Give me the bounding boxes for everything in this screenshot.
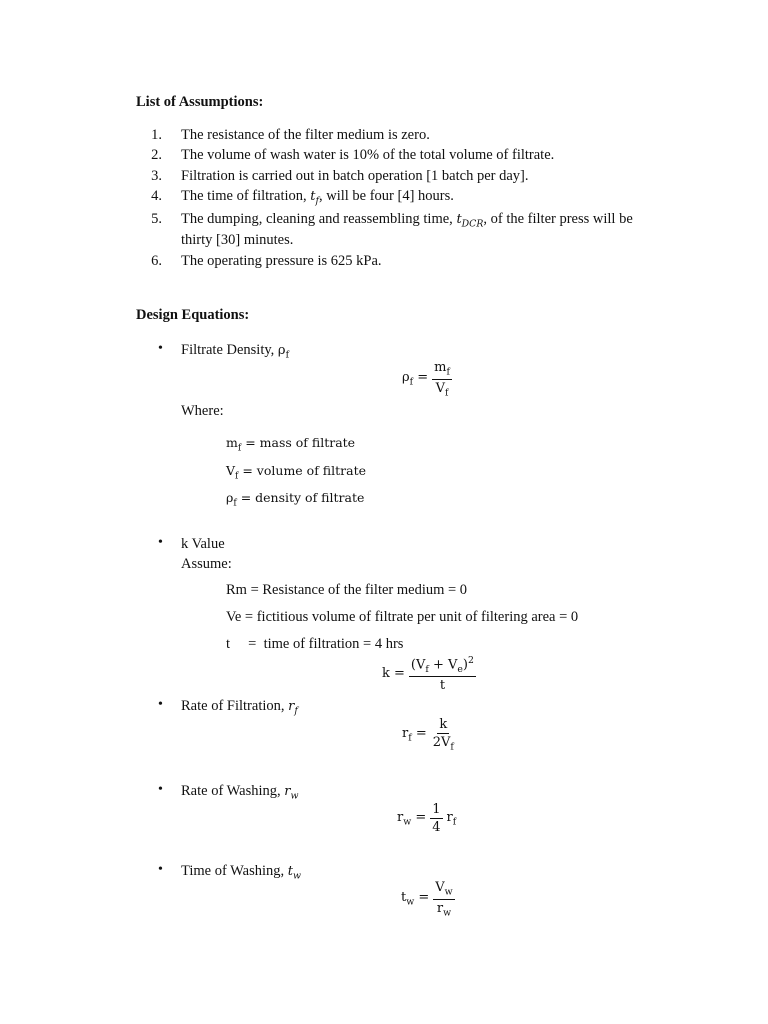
assume-line-t: t = time of filtration = 4 hrs [226,636,404,652]
definition-mass: $m_f$ = mass of filtrate [226,435,356,454]
rate-filtration-label: Rate of Filtration, $r_f$ [181,698,298,717]
bullet: • [158,782,163,797]
list-number: 6. [151,253,162,269]
time-washing-label: Time of Washing, $t_w$ [181,863,302,882]
equation-density: $\rho_f$ = $\frac{m_f}{V_f}$ [402,360,450,399]
list-text: The resistance of the filter medium is zero. [181,127,430,143]
list-number: 5. [151,211,162,227]
fraction: $\frac{k}{2V_f}$ [432,717,454,753]
list-text: The operating pressure is 625 kPa. [181,253,382,269]
symbol-tf: $t_f$ [310,189,319,207]
list-number: 4. [151,188,162,204]
bullet: • [158,535,163,550]
kvalue-label: k Value [181,536,225,552]
list-text: The dumping, cleaning and reassembling time, $t_{DCR}$, of the filter press will be [181,211,633,230]
fraction: $\frac{1}{4}$ [432,802,441,835]
fraction: $\frac{(V_f + V_e)^2}{t}$ [410,655,474,693]
design-heading: Design Equations: [136,307,250,323]
symbol-rw: $r_w$ [284,784,299,802]
bullet: • [158,862,163,877]
assume-label: Assume: [181,556,232,572]
assumptions-heading: List of Assumptions: [136,94,264,110]
definition-density: $\rho_f$ = density of filtrate [226,490,365,509]
list-text: Filtration is carried out in batch operation [1 batch per day]. [181,168,529,184]
symbol-rf: $r_f$ [288,699,298,717]
fraction: $\frac{V_w}{r_w}$ [435,880,453,919]
fraction: $\frac{m_f}{V_f}$ [434,360,450,399]
symbol-tdcr: $t_{DCR}$ [456,212,484,230]
equation-rate-filtration: $r_f$ = $\frac{k}{2V_f}$ [402,717,454,753]
symbol-tw: $t_w$ [287,864,302,882]
list-number: 2. [151,147,162,163]
assume-line-rm: Rm = Resistance of the filter medium = 0 [226,582,468,598]
list-text: The time of filtration, $t_f$, will be four [4] hours. [181,188,454,207]
definition-volume: $V_f$ = volume of filtrate [226,463,366,482]
where-label: Where: [181,403,224,419]
symbol-rho-f: $\rho_f$ [277,343,290,361]
bullet: • [158,697,163,712]
equation-time-washing: $t_w$ = $\frac{V_w}{r_w}$ [401,880,453,919]
bullet: • [158,341,163,356]
list-number: 1. [151,127,162,143]
list-number: 3. [151,168,162,184]
equation-k: k = $\frac{(V_f + V_e)^2}{t}$ [382,655,474,693]
list-text: The volume of wash water is 10% of the total volume of filtrate. [181,147,555,163]
density-label: Filtrate Density, $\rho_f$ [181,342,290,361]
assume-line-ve: Ve = fictitious volume of filtrate per unit of filtering area = 0 [226,609,579,625]
rate-washing-label: Rate of Washing, $r_w$ [181,783,299,802]
equation-rate-washing: $r_w$ = $\frac{1}{4}$ $r_f$ [397,802,457,835]
list-text-continued: thirty [30] minutes. [181,232,294,248]
